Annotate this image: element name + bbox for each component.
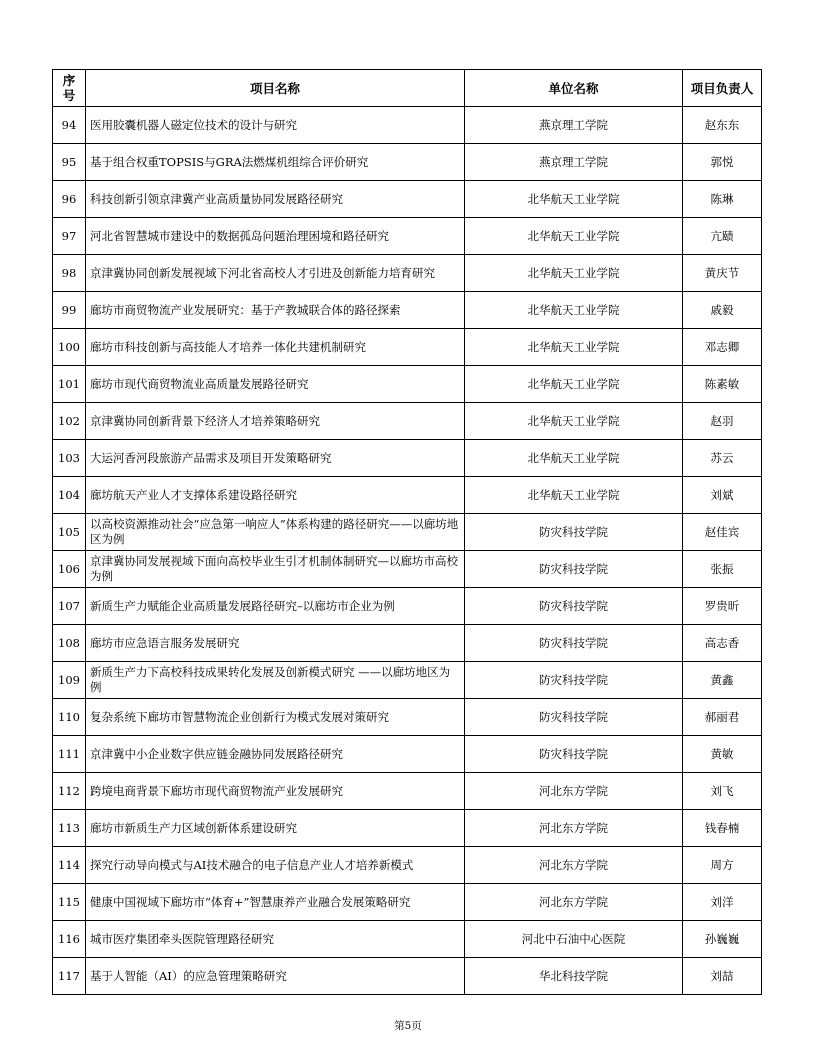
cell-serial-number: 102: [53, 403, 86, 440]
cell-project-name: 京津冀协同创新发展视域下河北省高校人才引进及创新能力培育研究: [86, 255, 465, 292]
table-row: [53, 958, 762, 995]
cell-project-lead: 黄鑫: [683, 662, 762, 699]
cell-project-lead: 高志香: [683, 625, 762, 662]
cell-serial-number: 96: [53, 181, 86, 218]
header-unit-name: 单位名称: [465, 70, 683, 107]
cell-project-name: 京津冀协同创新背景下经济人才培养策略研究: [86, 403, 465, 440]
cell-unit-name: 河北东方学院: [465, 773, 683, 810]
page-number: 第5页: [394, 1020, 422, 1032]
cell-project-lead: 陈素敏: [683, 366, 762, 403]
cell-unit-name: 北华航天工业学院: [465, 255, 683, 292]
cell-project-name: 京津冀协同发展视域下面向高校毕业生引才机制体制研究—以廊坊市高校为例: [86, 551, 465, 588]
header-project-lead: 项目负责人: [683, 70, 762, 107]
cell-serial-number: 115: [53, 884, 86, 921]
cell-project-name: 跨境电商背景下廊坊市现代商贸物流产业发展研究: [86, 773, 465, 810]
cell-unit-name: 华北科技学院: [465, 958, 683, 995]
cell-project-lead: 邓志卿: [683, 329, 762, 366]
table-row: [53, 625, 762, 662]
table-row: [53, 218, 762, 255]
table-row: [53, 403, 762, 440]
table-row: [53, 921, 762, 958]
cell-unit-name: 北华航天工业学院: [465, 366, 683, 403]
cell-project-lead: 张振: [683, 551, 762, 588]
cell-unit-name: 河北东方学院: [465, 810, 683, 847]
table-row: [53, 181, 762, 218]
cell-serial-number: 100: [53, 329, 86, 366]
table-row: [53, 551, 762, 588]
cell-project-lead: 郝丽君: [683, 699, 762, 736]
cell-unit-name: 防灾科技学院: [465, 551, 683, 588]
cell-project-lead: 罗贵昕: [683, 588, 762, 625]
cell-unit-name: 防灾科技学院: [465, 588, 683, 625]
cell-project-name: 河北省智慧城市建设中的数据孤岛问题治理困境和路径研究: [86, 218, 465, 255]
cell-project-lead: 刘飞: [683, 773, 762, 810]
cell-project-name: 大运河香河段旅游产品需求及项目开发策略研究: [86, 440, 465, 477]
cell-serial-number: 104: [53, 477, 86, 514]
cell-project-name: 城市医疗集团牵头医院管理路径研究: [86, 921, 465, 958]
cell-project-name: 京津冀中小企业数字供应链金融协同发展路径研究: [86, 736, 465, 773]
cell-project-lead: 赵东东: [683, 107, 762, 144]
table-row: [53, 588, 762, 625]
cell-project-lead: 刘洋: [683, 884, 762, 921]
table-row: [53, 514, 762, 551]
cell-unit-name: 北华航天工业学院: [465, 329, 683, 366]
cell-project-name: 探究行动导向模式与AI技术融合的电子信息产业人才培养新模式: [86, 847, 465, 884]
cell-project-name: 廊坊市新质生产力区域创新体系建设研究: [86, 810, 465, 847]
project-table: [52, 69, 762, 995]
cell-project-lead: 赵佳宾: [683, 514, 762, 551]
table-row: [53, 477, 762, 514]
cell-serial-number: 111: [53, 736, 86, 773]
cell-project-name: 廊坊市商贸物流产业发展研究：基于产教城联合体的路径探索: [86, 292, 465, 329]
cell-project-lead: 周方: [683, 847, 762, 884]
cell-project-lead: 黄庆节: [683, 255, 762, 292]
cell-serial-number: 103: [53, 440, 86, 477]
cell-unit-name: 防灾科技学院: [465, 514, 683, 551]
cell-unit-name: 防灾科技学院: [465, 699, 683, 736]
cell-project-lead: 陈琳: [683, 181, 762, 218]
cell-project-name: 廊坊市现代商贸物流业高质量发展路径研究: [86, 366, 465, 403]
table-row: [53, 107, 762, 144]
table-row: [53, 773, 762, 810]
cell-serial-number: 99: [53, 292, 86, 329]
table-row: [53, 366, 762, 403]
cell-project-name: 复杂系统下廊坊市智慧物流企业创新行为模式发展对策研究: [86, 699, 465, 736]
cell-project-name: 新质生产力赋能企业高质量发展路径研究–以廊坊市企业为例: [86, 588, 465, 625]
cell-serial-number: 114: [53, 847, 86, 884]
cell-unit-name: 河北东方学院: [465, 884, 683, 921]
cell-project-lead: 刘喆: [683, 958, 762, 995]
cell-project-name: 廊坊航天产业人才支撑体系建设路径研究: [86, 477, 465, 514]
cell-serial-number: 110: [53, 699, 86, 736]
cell-unit-name: 北华航天工业学院: [465, 403, 683, 440]
cell-project-lead: 赵羽: [683, 403, 762, 440]
cell-unit-name: 防灾科技学院: [465, 736, 683, 773]
cell-project-name: 基于组合权重TOPSIS与GRA法燃煤机组综合评价研究: [86, 144, 465, 181]
table-row: [53, 736, 762, 773]
header-project-name: 项目名称: [86, 70, 465, 107]
cell-project-name: 以高校资源推动社会“应急第一响应人”体系构建的路径研究——以廊坊地区为例: [86, 514, 465, 551]
table-row: [53, 255, 762, 292]
table-row: [53, 810, 762, 847]
cell-unit-name: 燕京理工学院: [465, 107, 683, 144]
cell-unit-name: 防灾科技学院: [465, 625, 683, 662]
table-header-row: [53, 70, 762, 107]
cell-project-lead: 亢赜: [683, 218, 762, 255]
cell-project-name: 医用胶囊机器人磁定位技术的设计与研究: [86, 107, 465, 144]
cell-project-name: 科技创新引领京津冀产业高质量协同发展路径研究: [86, 181, 465, 218]
cell-unit-name: 北华航天工业学院: [465, 218, 683, 255]
cell-unit-name: 北华航天工业学院: [465, 292, 683, 329]
cell-serial-number: 97: [53, 218, 86, 255]
header-serial-number: 序号: [53, 70, 86, 107]
cell-serial-number: 107: [53, 588, 86, 625]
table-row: [53, 292, 762, 329]
cell-unit-name: 北华航天工业学院: [465, 477, 683, 514]
cell-serial-number: 105: [53, 514, 86, 551]
table-row: [53, 144, 762, 181]
table-row: [53, 329, 762, 366]
table-row: [53, 440, 762, 477]
cell-serial-number: 117: [53, 958, 86, 995]
cell-unit-name: 防灾科技学院: [465, 662, 683, 699]
cell-serial-number: 116: [53, 921, 86, 958]
cell-project-lead: 黄敏: [683, 736, 762, 773]
table-row: [53, 884, 762, 921]
cell-serial-number: 106: [53, 551, 86, 588]
cell-unit-name: 燕京理工学院: [465, 144, 683, 181]
table-row: [53, 699, 762, 736]
cell-serial-number: 108: [53, 625, 86, 662]
cell-project-name: 健康中国视域下廊坊市“体育+”智慧康养产业融合发展策略研究: [86, 884, 465, 921]
cell-project-name: 基于人智能（AI）的应急管理策略研究: [86, 958, 465, 995]
cell-project-lead: 郭悦: [683, 144, 762, 181]
cell-serial-number: 95: [53, 144, 86, 181]
cell-project-lead: 戚毅: [683, 292, 762, 329]
cell-unit-name: 北华航天工业学院: [465, 181, 683, 218]
cell-unit-name: 河北中石油中心医院: [465, 921, 683, 958]
cell-serial-number: 98: [53, 255, 86, 292]
cell-project-lead: 刘斌: [683, 477, 762, 514]
cell-serial-number: 112: [53, 773, 86, 810]
cell-serial-number: 113: [53, 810, 86, 847]
cell-unit-name: 北华航天工业学院: [465, 440, 683, 477]
cell-project-name: 新质生产力下高校科技成果转化发展及创新模式研究 ——以廊坊地区为例: [86, 662, 465, 699]
cell-serial-number: 94: [53, 107, 86, 144]
cell-unit-name: 河北东方学院: [465, 847, 683, 884]
cell-project-name: 廊坊市应急语言服务发展研究: [86, 625, 465, 662]
cell-serial-number: 101: [53, 366, 86, 403]
cell-project-lead: 苏云: [683, 440, 762, 477]
cell-project-name: 廊坊市科技创新与高技能人才培养一体化共建机制研究: [86, 329, 465, 366]
cell-serial-number: 109: [53, 662, 86, 699]
table-row: [53, 847, 762, 884]
table-row: [53, 662, 762, 699]
cell-project-lead: 孙巍巍: [683, 921, 762, 958]
cell-project-lead: 钱春楠: [683, 810, 762, 847]
